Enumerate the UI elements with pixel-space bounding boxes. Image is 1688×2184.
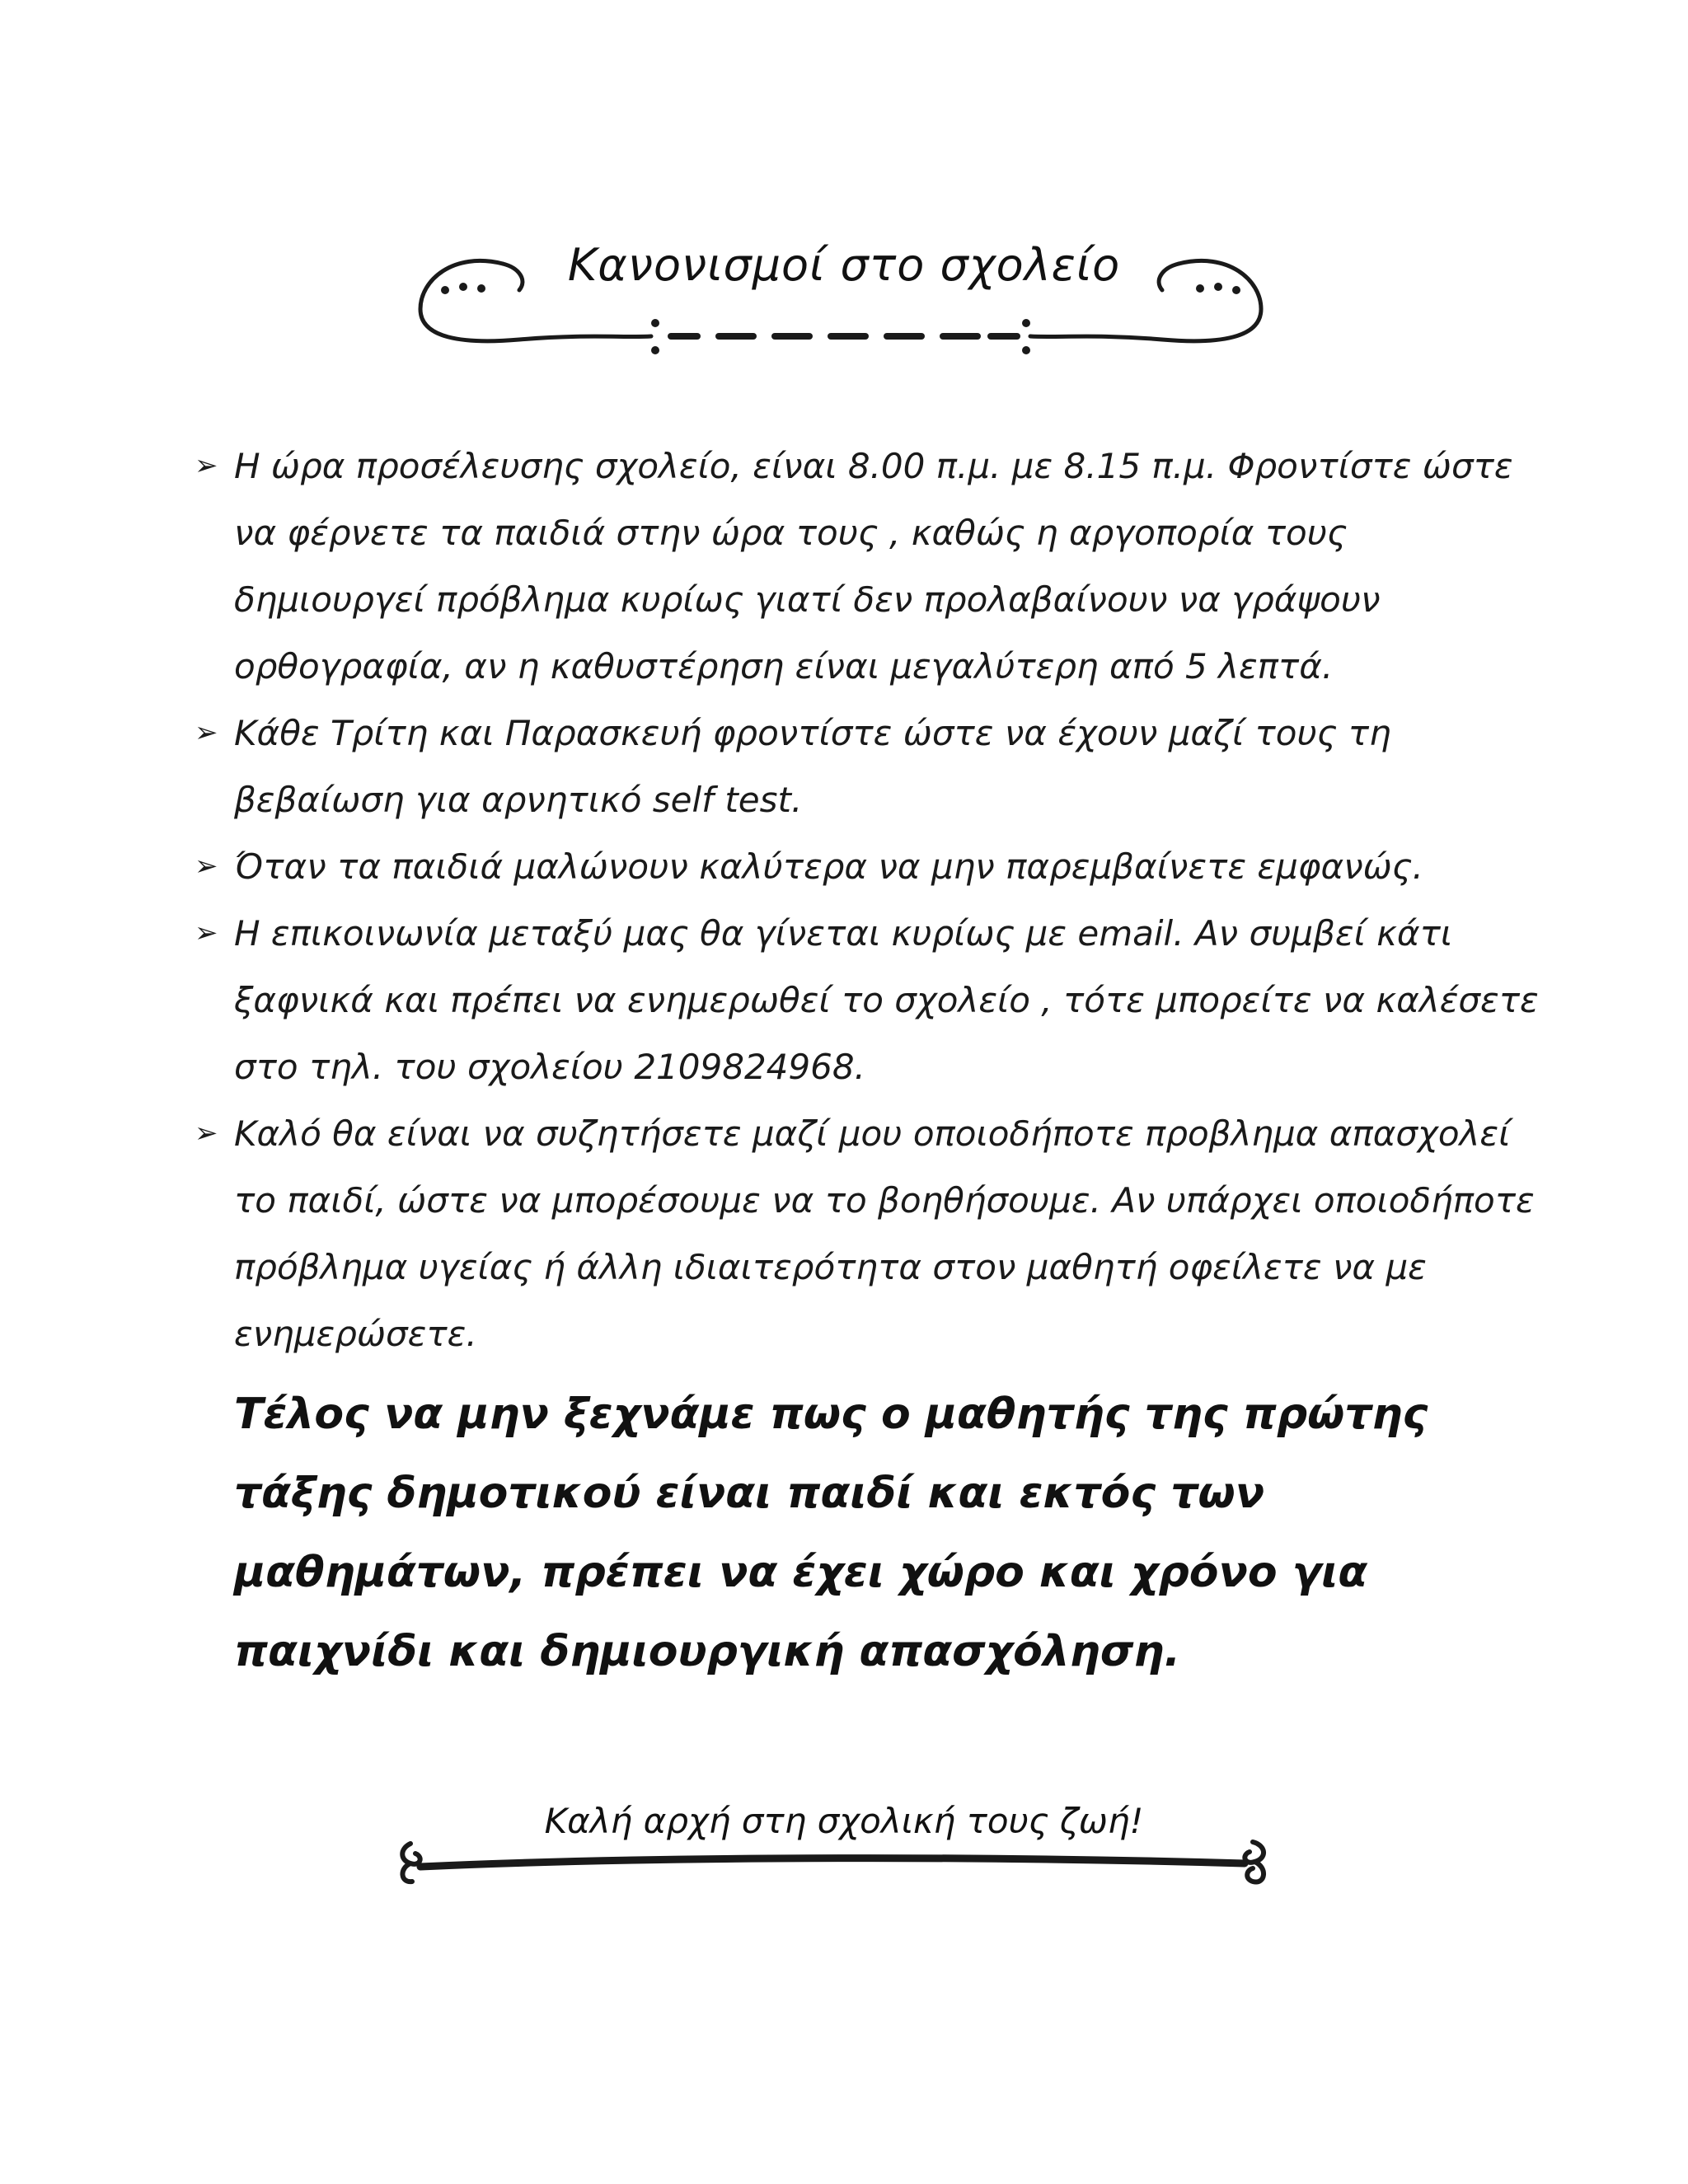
arrow-bullet-icon: ➢: [195, 716, 218, 749]
list-item: [195, 700, 1546, 833]
arrow-bullet-icon: ➢: [195, 916, 218, 949]
arrow-bullet-icon: ➢: [195, 850, 218, 883]
arrow-bullet-icon: ➢: [195, 449, 218, 482]
list-item: [195, 433, 1546, 700]
rule-text: Η ώρα προσέλευσης σχολείο, είναι 8.00 π.μ. με 8.15 π.μ. Φροντίστε ώστε να φέρνετε τα παιδιά στην ώρα τους , καθώς η αργοπορία τους δημιουργεί πρόβλημα κυρίως γιατί δεν προλαβαίνουν να γράψουν ορθογραφία, αν η καθυστέρηση είναι μεγαλύτερη από 5 λεπτά.: [234, 446, 1513, 687]
rules-list: [195, 433, 1546, 1367]
closing-paragraph: Τέλος να μην ξεχνάμε πως ο μαθητής της πρώτης τάξης δημοτικού είναι παιδί και εκτός των μαθημάτων, πρέπει να έχει χώρο και χρόνο για παιχνίδι και δημιουργική απασχόληση.: [234, 1390, 1428, 1676]
footer-line-ornament: [387, 1834, 1278, 1891]
farewell-text: Καλή αρχή στη σχολική τους ζωή!: [544, 1801, 1144, 1841]
list-item: [195, 900, 1546, 1100]
rule-text: Όταν τα παιδιά μαλώνουν καλύτερα να μην παρεμβαίνετε εμφανώς.: [234, 846, 1423, 887]
page-title: Κανονισμοί στο σχολείο: [567, 239, 1121, 291]
list-item: [195, 1100, 1546, 1367]
rule-text: Η επικοινωνία μεταξύ μας θα γίνεται κυρίως με email. Αν συμβεί κάτι ξαφνικά και πρέπει να ενημερωθεί το σχολείο , τότε μπορείτε να καλέσετε στο τηλ. του σχολείου 2109824968.: [234, 913, 1539, 1087]
rule-text: Κάθε Τρίτη και Παρασκευή φροντίστε ώστε να έχουν μαζί τους τη βεβαίωση για αρνητικό self test.: [234, 713, 1391, 820]
arrow-bullet-icon: ➢: [195, 1117, 218, 1150]
list-item: [195, 833, 1546, 900]
rule-text: Καλό θα είναι να συζητήσετε μαζί μου οποιοδήποτε προβλημα απασχολεί το παιδί, ώστε να μπορέσουμε να το βοηθήσουμε. Αν υπάρχει οποιοδήποτε πρόβλημα υγείας ή άλλη ιδιαιτερότητα στον μαθητή οφείλετε να με ενημερώσετε.: [234, 1113, 1535, 1354]
